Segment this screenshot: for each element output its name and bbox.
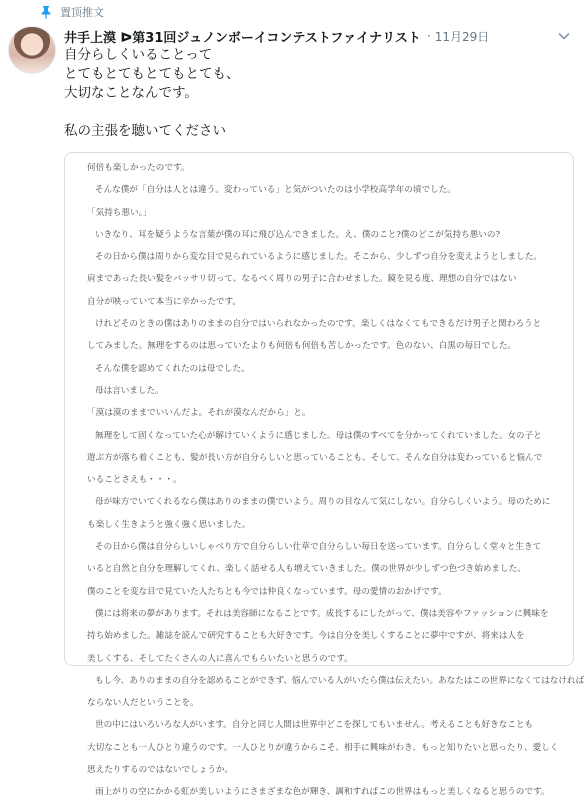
tweet-text-line: 自分らしくいることって (64, 47, 213, 63)
separator-dot: · (426, 29, 431, 43)
essay-line: 「気持ち悪い。」 (87, 207, 152, 218)
tweet-text-line: 私の主張を聴いてください (64, 123, 226, 139)
essay-line: そんな僕が「自分は人とは違う。変わっている」と気がついたのは小学校高学年の頃でした。 (95, 185, 456, 196)
tweet-timestamp[interactable]: 11月29日 (434, 29, 490, 44)
essay-line: その日から僕は自分らしいしゃべり方で自分らしい仕草で自分らしい毎日を送っています。自分らしく堂々と生きて (95, 542, 542, 553)
essay-line: してみました。無理をするのは思っていたよりも何倍も何倍も苦しかったです。色のない、白黒の毎日でした。 (87, 341, 517, 352)
tweet-text-blank-line (64, 103, 564, 122)
essay-line: ならない人だということを。 (87, 698, 199, 709)
essay-line: も楽しく生きようと強く強く思いました。 (87, 519, 251, 530)
essay-line: もし今、ありのままの自分を認めることができず、悩んでいる人がいたら僕は伝えたい。あなたはこの世界になくてはなければ (95, 675, 584, 686)
attached-image[interactable] (64, 152, 584, 798)
essay-line: 遊ぶ方が落ち着くことも、髪が長い方が自分らしいと思っていることも、そして、そんな自分は変わっていると悩んで (87, 452, 543, 463)
essay-line: 世の中にはいろいろな人がいます。自分と同じ人間は世界中どこを探してもいません。考えることも好きなことも (95, 720, 534, 731)
essay-line: 母が味方でいてくれるなら僕はありのままの僕でいよう。周りの目なんて気にしない。自分らしくいよう。母のために (95, 497, 551, 508)
essay-line: 僕には将来の夢があります。それは美容師になることです。成長するにしたがって、僕は美容やファッションに興味を (95, 608, 549, 619)
avatar[interactable] (8, 26, 56, 74)
author-display-name[interactable]: 井手上漠 ᐅ第31回ジュノンボーイコンテストファイナリスト (64, 30, 421, 46)
essay-line: いきなり、耳を疑うような言葉が僕の耳に飛び込んできました。え、僕のこと?僕のどこが気持ち悪いの? (95, 229, 501, 240)
essay-line: 母は言いました。 (95, 385, 164, 396)
tweet-text-line: 大切なことなんです。 (64, 85, 198, 101)
essay-line: 大切なことも一人ひとり違うのです。一人ひとりが違うからこそ、相手に興味がわき、もっと知りたいと思ったり、愛しく (87, 742, 559, 753)
essay-line: けれどそのときの僕はありのままの自分ではいられなかったのです。楽しくはなくてもできるだけ男子と関わろうと (95, 319, 542, 330)
essay-line: 肩まであった長い髪をバッサリ切って、なるべく周りの男子に合わせました。鏡を見る度、理想の自分ではない (87, 274, 517, 285)
tweet-text (64, 46, 564, 141)
essay-line: そんな僕を認めてくれたのは母でした。 (95, 363, 250, 374)
essay-line: その日から僕は周りから変な目で見られているように感じました。そこから、少しずつ自分を変えようとしました。 (95, 252, 542, 263)
essay-line: 美しくする、そしてたくさんの人に喜んでもらいたいと思うのです。 (87, 653, 353, 664)
pinned-indicator (40, 4, 104, 20)
essay-line: 持ち始めました。雑誌を読んで研究することも大好きです。今は自分を美しくすることに夢中ですが、将来は人を (87, 631, 525, 642)
chevron-down-icon[interactable] (558, 32, 570, 40)
essay-line: 無理をして固くなっていた心が解けていくように感じました。母は僕のすべてを分かってくれていました。女の子と (95, 430, 542, 441)
essay-document (87, 157, 584, 804)
essay-line: 「漠は漠のままでいいんだよ。それが漠なんだから」と。 (87, 408, 311, 419)
pin-icon (40, 5, 52, 19)
essay-line: 僕のことを変な目で見ていた人たちとも今では仲良くなっています。母の愛情のおかげです。 (87, 586, 447, 597)
essay-line: 思えたりするのではないでしょうか。 (87, 765, 234, 776)
tweet-header (64, 26, 570, 46)
essay-line: 雨上がりの空にかかる虹が美しいようにさまざまな色が輝き、調和すればこの世界はもっと美しくなると思うのです。 (95, 787, 550, 798)
essay-line: いると自然と自分を理解してくれ、楽しく話せる人も増えていきました。僕の世界が少しずつ色づき始めました。 (87, 564, 526, 575)
tweet-text-line: とてもとてもとてもとても、 (64, 66, 240, 82)
essay-line: 何倍も楽しかったのです。 (87, 163, 190, 173)
pinned-label: 置顶推文 (60, 6, 104, 19)
essay-line: 自分が映っていて本当に辛かったです。 (87, 296, 242, 307)
essay-line: いることさえも・・・。 (87, 475, 182, 486)
